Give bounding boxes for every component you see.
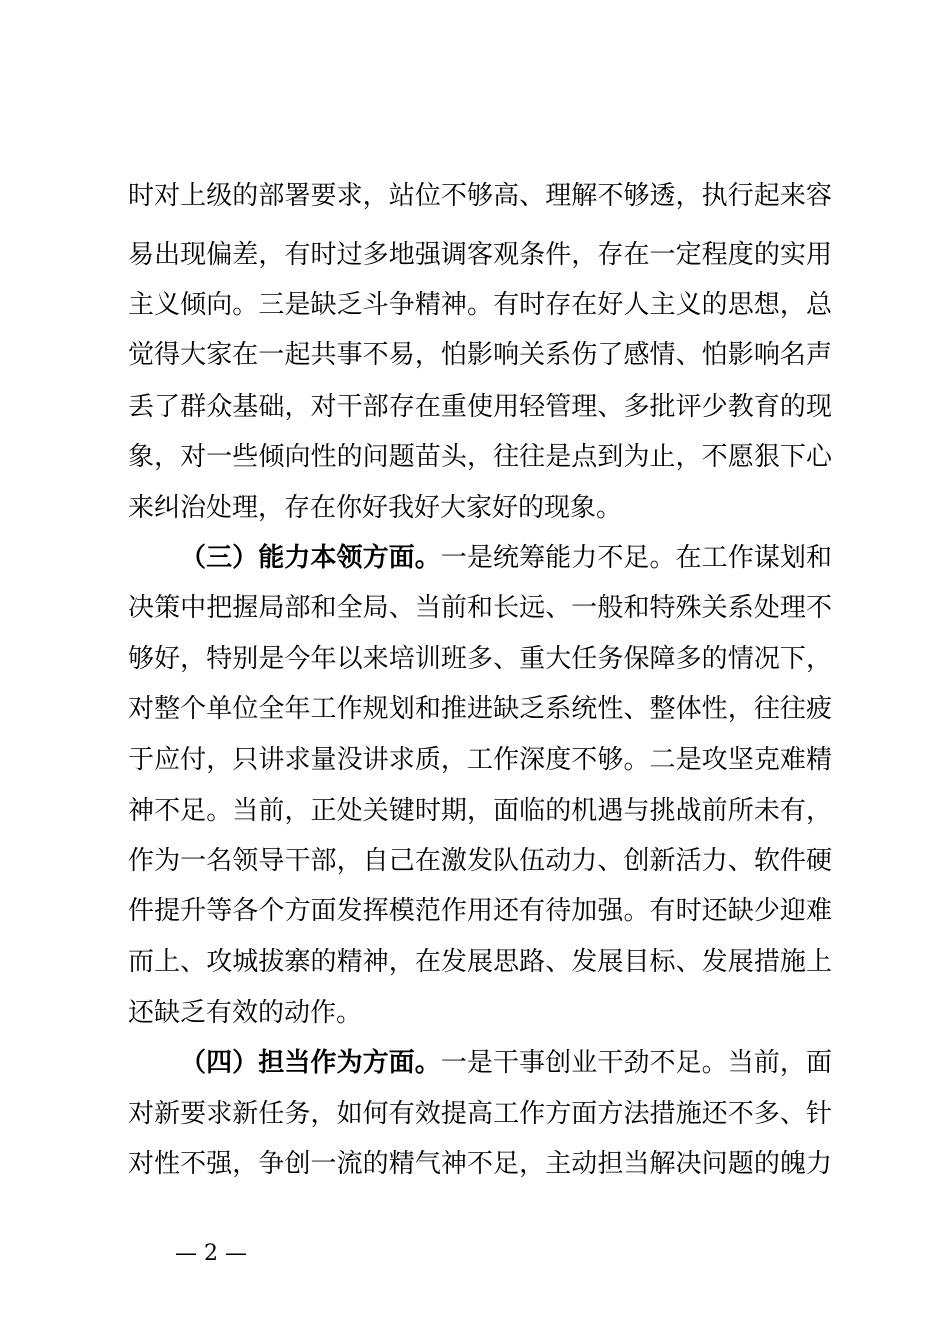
body-text-line: 时对上级的部署要求，站位不够高、理解不够透，执行起来容	[128, 181, 832, 211]
body-text-line: 来纠治处理，存在你好我好大家好的现象。	[128, 493, 623, 523]
body-text-line: 觉得大家在一起共事不易，怕影响关系伤了感情、怕影响名声	[128, 340, 832, 370]
body-text-line: 够好，特别是今年以来培训班多、重大任务保障多的情况下，	[128, 644, 832, 674]
body-text-line: 决策中把握局部和全局、当前和长远、一般和特殊关系处理不	[128, 593, 832, 623]
body-text-line: 易出现偏差，有时过多地强调客观条件，存在一定程度的实用	[128, 240, 832, 270]
section-3-first-line-text: 一是统筹能力不足。在工作谋划和	[440, 543, 832, 573]
body-text-line: 对性不强，争创一流的精气神不足，主动担当解决问题的魄力	[128, 1149, 832, 1179]
body-text-line: 对整个单位全年工作规划和推进缺乏系统性、整体性，往往疲	[128, 694, 832, 724]
section-4-first-line-text: 一是干事创业干劲不足。当前，面	[440, 1048, 832, 1078]
body-text-line: 而上、攻城拔寨的精神，在发展思路、发展目标、发展措施上	[128, 947, 832, 977]
section-3-first-line	[180, 543, 832, 573]
body-text-line: 主义倾向。三是缺乏斗争精神。有时存在好人主义的思想，总	[128, 290, 832, 320]
body-text-line: 对新要求新任务，如何有效提高工作方面方法措施还不多、针	[128, 1099, 832, 1129]
body-text-line: 丢了群众基础，对干部存在重使用轻管理、多批评少教育的现	[128, 392, 832, 422]
section-4-heading: （四）担当作为方面。	[180, 1048, 441, 1078]
page-number: — 2 —	[175, 1241, 247, 1266]
body-text-line: 神不足。当前，正处关键时期，面临的机遇与挑战前所未有，	[128, 796, 832, 826]
body-text-line: 作为一名领导干部，自己在激发队伍动力、创新活力、软件硬	[128, 846, 832, 876]
section-4-first-line	[180, 1048, 832, 1078]
body-text-line: 象，对一些倾向性的问题苗头，往往是点到为止，不愿狠下心	[128, 442, 832, 472]
body-text-line: 于应付，只讲求量没讲求质，工作深度不够。二是攻坚克难精	[128, 745, 832, 775]
section-3-heading: （三）能力本领方面。	[180, 543, 441, 573]
body-text-line: 件提升等各个方面发挥模范作用还有待加强。有时还缺少迎难	[128, 896, 832, 926]
body-text-line: 还缺乏有效的动作。	[128, 998, 363, 1028]
